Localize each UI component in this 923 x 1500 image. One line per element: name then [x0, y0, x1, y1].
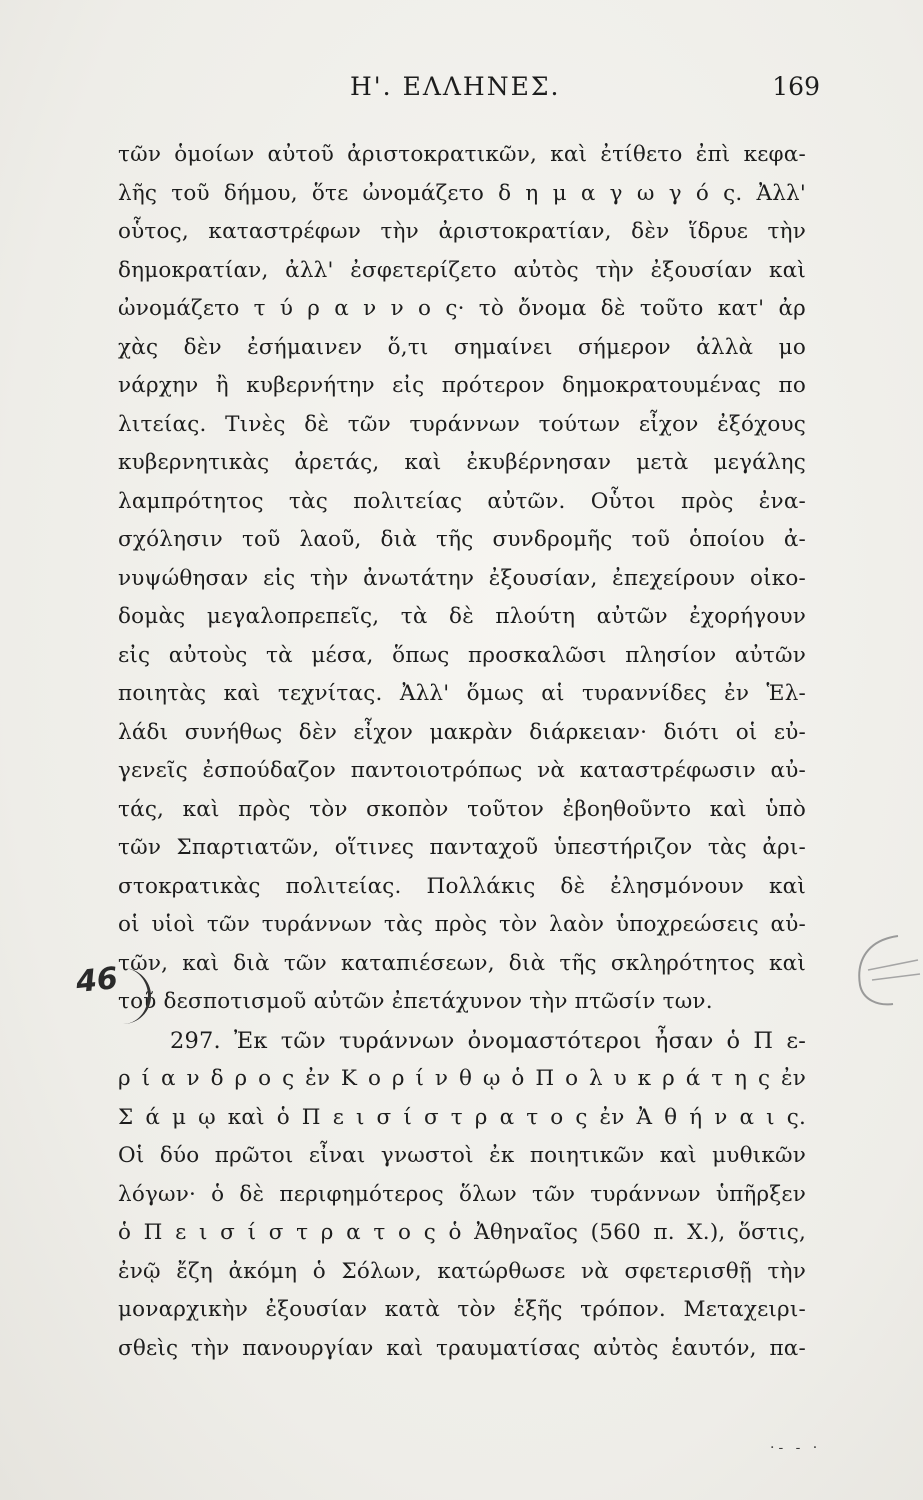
text-line: ὁ Π ε ι σ ί σ τ ρ α τ ο ς ὁ Ἀθηναῖος (560 π. Χ.), ὅστις,: [118, 1220, 806, 1245]
text-line: ὠνομάζετο τ ύ ρ α ν ν ο ς· τὸ ὄνομα δὲ τοῦτο κατ' ἀρ: [118, 296, 806, 321]
page-number: 169: [772, 72, 820, 101]
text-line: εἰς αὐτοὺς τὰ μέσα, ὅπως προσκαλῶσι πλησίον αὐτῶν: [118, 642, 806, 668]
text-line: δημοκρατίαν, ἀλλ' ἐσφετερίζετο αὐτὸς τὴν ἐξουσίαν καὶ: [118, 257, 806, 283]
text-line: ἐνῷ ἔζη ἀκόμη ὁ Σόλων, κατώρθωσε νὰ σφετερισθῇ τὴν: [118, 1258, 806, 1284]
text-line: μοναρχικὴν ἐξουσίαν κατὰ τὸν ἑξῆς τρόπον. Μεταχειρι-: [118, 1297, 806, 1322]
text-line: νυψώθησαν εἰς τὴν ἀνωτάτην ἐξουσίαν, ἐπεχείρουν οἰκο-: [118, 565, 806, 591]
text-line: σθεὶς τὴν πανουργίαν καὶ τραυματίσας αὐτὸς ἑαυτόν, πα-: [118, 1335, 806, 1361]
bottom-ornament: ·- - ·: [770, 1440, 822, 1456]
text-line: λιτείας. Τινὲς δὲ τῶν τυράννων τούτων εἶχον ἐξόχους: [118, 411, 806, 437]
text-line: στοκρατικὰς πολιτείας. Πολλάκις δὲ ἐλησμόνουν καὶ: [118, 873, 806, 899]
text-line: οἱ υἱοὶ τῶν τυράννων τὰς πρὸς τὸν λαὸν ὑποχρεώσεις αὐ-: [118, 912, 806, 937]
handwritten-margin-note: 46: [74, 960, 120, 1001]
text-line: τῶν Σπαρτιατῶν, οἵτινες πανταχοῦ ὑπεστήριζον τὰς ἀρι-: [118, 835, 806, 860]
text-line: τῶν ὁμοίων αὐτοῦ ἀριστοκρατικῶν, καὶ ἐτίθετο ἐπὶ κεφα-: [118, 142, 806, 167]
pencil-margin-mark: [838, 930, 923, 1010]
text-line: σχόλησιν τοῦ λαοῦ, διὰ τῆς συνδρομῆς τοῦ ὁποίου ἀ-: [118, 527, 806, 552]
body-text: [118, 136, 806, 1368]
text-line: τοῦ δεσποτισμοῦ αὐτῶν ἐπετάχυνον τὴν πτῶσίν των.: [118, 989, 713, 1014]
text-line: τάς, καὶ πρὸς τὸν σκοπὸν τοῦτον ἐβοηθοῦντο καὶ ὑπὸ: [118, 796, 806, 822]
paragraph-start-297: 297. Ἐκ τῶν τυράννων ὀνομαστότεροι ἦσαν ὁ Π ε-: [170, 1027, 806, 1054]
text-line: λάδι συνήθως δὲν εἶχον μακρὰν διάρκειαν· διότι οἱ εὐ-: [118, 719, 806, 745]
text-line: Σ ά μ ῳ καὶ ὁ Π ε ι σ ί σ τ ρ α τ ο ς ἐν Ἀ θ ή ν α ι ς.: [118, 1104, 806, 1130]
text-line: χὰς δὲν ἐσήμαινεν ὅ,τι σημαίνει σήμερον ἀλλὰ μο: [118, 334, 806, 360]
text-line: ποιητὰς καὶ τεχνίτας. Ἀλλ' ὅμως αἱ τυραννίδες ἐν Ἑλ-: [118, 681, 806, 706]
running-title: Η'. ΕΛΛΗΝΕΣ.: [350, 72, 561, 101]
text-line: τῶν, καὶ διὰ τῶν καταπιέσεων, διὰ τῆς σκληρότητος καὶ: [118, 950, 806, 976]
text-line: λαμπρότητος τὰς πολιτείας αὐτῶν. Οὗτοι πρὸς ἐνα-: [118, 488, 806, 514]
text-line: γενεῖς ἐσπούδαζον παντοιοτρόπως νὰ καταστρέφωσιν αὐ-: [118, 758, 806, 783]
text-line: λόγων· ὁ δὲ περιφημότερος ὅλων τῶν τυράννων ὑπῆρξεν: [118, 1181, 806, 1207]
text-line: δομὰς μεγαλοπρεπεῖς, τὰ δὲ πλούτη αὐτῶν ἐχορήγουν: [118, 604, 806, 629]
text-line: Οἱ δύο πρῶτοι εἶναι γνωστοὶ ἐκ ποιητικῶν καὶ μυθικῶν: [118, 1143, 806, 1168]
text-line: λῆς τοῦ δήμου, ὅτε ὠνομάζετο δ η μ α γ ω γ ό ς. Ἀλλ': [118, 180, 806, 206]
text-line: κυβερνητικὰς ἀρετάς, καὶ ἐκυβέρνησαν μετὰ μεγάλης: [118, 450, 806, 475]
text-line: νάρχην ἢ κυβερνήτην εἰς πρότερον δημοκρατουμένας πο: [118, 373, 806, 398]
text-line: οὗτος, καταστρέφων τὴν ἀριστοκρατίαν, δὲν ἵδρυε τὴν: [118, 219, 806, 244]
text-line: ρ ί α ν δ ρ ο ς ἐν Κ ο ρ ί ν θ ῳ ὁ Π ο λ υ κ ρ ά τ η ς ἐν: [118, 1066, 806, 1091]
page-header: [130, 72, 830, 112]
